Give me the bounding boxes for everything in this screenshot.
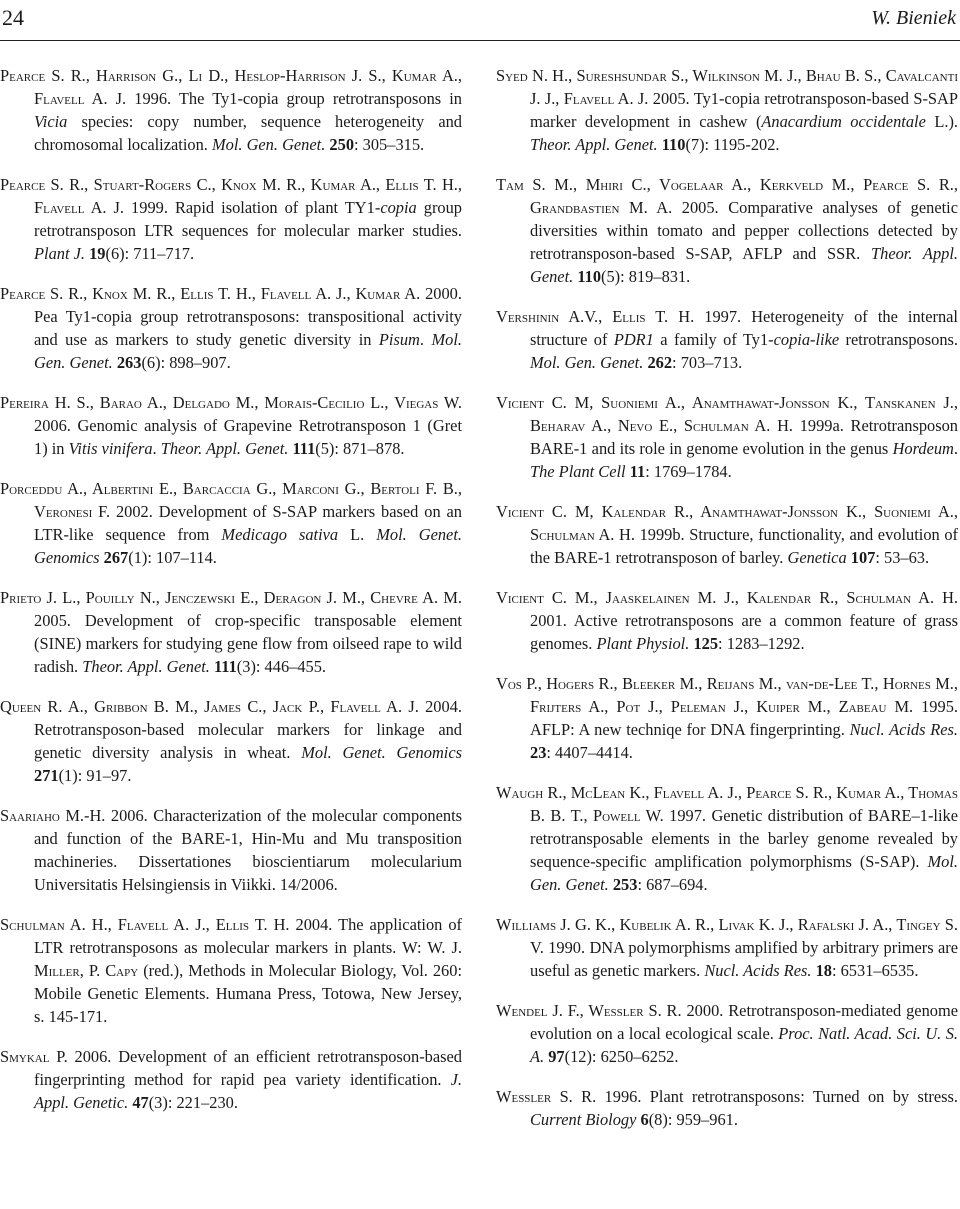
reference-italic-text: Mol. Gen. Genet. — [530, 852, 958, 894]
reference-text: (3): 221–230. — [148, 1093, 238, 1112]
reference-volume: 110 — [661, 135, 686, 154]
reference-italic-text: Plant J. — [34, 244, 85, 263]
reference-text: (1): 91–97. — [58, 766, 132, 785]
reference-text: . — [419, 330, 432, 349]
reference-text: (5): 819–831. — [601, 267, 691, 286]
reference-text: 1997. Genetic distribution of BARE–1-like retrotransposable elements in the barley genome revealed by sequence-specific amplification polymorphisms (S-SAP). — [530, 806, 958, 871]
reference-text: 1999a. Retrotransposon BARE-1 and its role in genome evolution in the genus — [530, 416, 958, 458]
reference-text: 2001. Active retrotransposons are a common feature of grass genomes. — [530, 611, 958, 653]
reference-authors: Wessler S. R. — [496, 1087, 597, 1106]
reference-italic-text: Pisum — [378, 330, 420, 349]
reference-entry — [0, 173, 462, 265]
reference-text: 2004. Retrotransposon-based molecular markers for linkage and genetic diversity analysis in wheat. — [34, 697, 462, 762]
reference-authors: Pearce S. R., Stuart-Rogers C., Knox M. R., Kumar A., Ellis T. H., Flavell A. J. — [0, 175, 462, 217]
reference-text: retrotransposons. — [839, 330, 958, 349]
reference-italic-text: copia — [380, 198, 417, 217]
reference-text: 1999b. Structure, functionality, and evolution of the BARE-1 retrotransposon of barley. — [530, 525, 958, 567]
reference-entry — [0, 586, 462, 678]
reference-text: 1995. AFLP: A new techniqe for DNA fingerprinting. — [530, 697, 958, 739]
reference-volume: 111 — [214, 657, 237, 676]
reference-entry — [496, 173, 958, 288]
reference-italic-text: Nucl. Acids Res. — [849, 720, 958, 739]
reference-volume: 110 — [577, 267, 602, 286]
reference-text: . — [152, 439, 161, 458]
reference-volume: 18 — [815, 961, 832, 980]
reference-authors: Vicient C. M., Jaaskelainen M. J., Kalendar R., Schulman A. H. — [496, 588, 958, 607]
reference-text: species: copy number, sequence heterogeneity and chromosomal localization. — [34, 112, 462, 154]
reference-text: (6): 898–907. — [141, 353, 231, 372]
reference-text: : 1769–1784. — [645, 462, 732, 481]
reference-text: (6): 711–717. — [105, 244, 195, 263]
reference-volume: 23 — [530, 743, 547, 762]
reference-italic-text: J. Appl. Genetic. — [34, 1070, 462, 1112]
reference-text: 2000. Pea Ty1-copia group retrotransposons: transpositional activity and use as markers to study genetic diversity in — [34, 284, 462, 349]
reference-text: 2000. Retrotransposon-mediated genome evolution on a local ecological scale. — [530, 1001, 958, 1043]
reference-authors: Williams J. G. K., Kubelik A. R., Livak K. J., Rafalski J. A., Tingey S. V. — [496, 915, 958, 957]
reference-italic-text: Vicia — [34, 112, 68, 131]
reference-text: : 6531–6535. — [831, 961, 919, 980]
reference-text: 2005. Development of crop-specific transposable element (SINE) markers for studying gene flow from oilseed rape to wild radish. — [34, 611, 462, 676]
reference-text: 2005. Comparative analyses of genetic diversities within tomato and pepper collections detected by retrotransposon-based S-SAP, AFLP and SSR. — [530, 198, 958, 263]
reference-text: 2006. Characterization of the molecular components and function of the BARE-1, Hin-Mu and Mu transposition machineries. Dissertationes bioscientiarum molecularium Universitatis Helsingiensis in Viikki. 14/2006. — [34, 806, 462, 894]
reference-italic-text: Plant Physiol. — [596, 634, 690, 653]
reference-volume: 11 — [629, 462, 646, 481]
reference-text: (3): 446–455. — [236, 657, 327, 676]
reference-authors: Miller, P. Capy — [34, 961, 139, 980]
reference-text: a family of Ty1- — [653, 330, 774, 349]
reference-volume: 253 — [612, 875, 638, 894]
reference-entry — [496, 586, 958, 655]
reference-authors: Pearce S. R., Knox M. R., Ellis T. H., Flavell A. J., Kumar A. — [0, 284, 421, 303]
reference-authors: Prieto J. L., Pouilly N., Jenczewski E., Deragon J. M., Chevre A. M. — [0, 588, 462, 607]
reference-authors: Porceddu A., Albertini E., Barcaccia G., Marconi G., Bertoli F. B., Veronesi F. — [0, 479, 462, 521]
reference-entry — [496, 999, 958, 1068]
reference-volume: 262 — [647, 353, 673, 372]
reference-authors: Wendel J. F., Wessler S. R. — [496, 1001, 682, 1020]
reference-text: 1997. Heterogeneity of the internal structure of — [530, 307, 958, 349]
reference-text: (12): 6250–6252. — [564, 1047, 679, 1066]
reference-text: : 4407–4414. — [546, 743, 633, 762]
page-header — [0, 0, 960, 41]
reference-volume: 267 — [103, 548, 129, 567]
reference-entry — [0, 282, 462, 374]
reference-authors: Vicient C. M, Suoniemi A., Anamthawat-Jonsson K., Tanskanen J., Beharav A., Nevo E., Schulman A. H. — [496, 393, 958, 435]
reference-italic-text: Proc. Natl. Acad. Sci. U. S. A. — [530, 1024, 958, 1066]
reference-text: (red.), Methods in Molecular Biology, Vol. 260: Mobile Genetic Elements. Humana Press, Totowa, New Jersey, s. 145-171. — [34, 961, 463, 1026]
reference-text: 2005. Ty1-copia retrotransposon-based S-SAP marker development in cashew ( — [530, 89, 958, 131]
reference-volume: 6 — [640, 1110, 649, 1129]
reference-entry — [496, 781, 958, 896]
reference-italic-text: Hordeum — [892, 439, 954, 458]
reference-italic-text: Theor. Appl. Genet. — [530, 244, 958, 286]
reference-text: L. — [338, 525, 377, 544]
reference-italic-text: Mol. Gen. Genet. — [211, 135, 326, 154]
reference-italic-text: The Plant Cell — [530, 462, 626, 481]
reference-volume: 263 — [116, 353, 142, 372]
reference-text: 1999. Rapid isolation of plant TY1- — [124, 198, 381, 217]
reference-italic-text: Mol. Genet. Genomics — [34, 525, 462, 567]
reference-italic-text: Medicago sativa — [221, 525, 339, 544]
left-column-references — [0, 64, 462, 1131]
reference-italic-text: Anacardium occidentale — [761, 112, 926, 131]
reference-authors: Vershinin A.V., Ellis T. H. — [496, 307, 695, 326]
reference-entry — [496, 913, 958, 982]
reference-entry — [496, 1085, 958, 1131]
reference-volume: 19 — [89, 244, 106, 263]
reference-text: 1996. The Ty1-copia group retrotransposons in — [126, 89, 462, 108]
reference-text: 1990. DNA polymorphisms amplified by arbitrary primers are useful as genetic markers. — [530, 938, 958, 980]
reference-italic-text: Mol. Genet. Genomics — [301, 743, 462, 762]
reference-entry — [496, 305, 958, 374]
reference-text: 1996. Plant retrotransposons: Turned on by stress. — [596, 1087, 958, 1106]
reference-volume: 271 — [34, 766, 59, 785]
reference-text: 2002. Development of S-SAP markers based on an LTR-like sequence from — [34, 502, 462, 544]
reference-entry — [0, 477, 462, 569]
reference-authors: Queen R. A., Gribbon B. M., James C., Jack P., Flavell A. J. — [0, 697, 419, 716]
reference-authors: Tam S. M., Mhiri C., Vogelaar A., Kerkveld M., Pearce S. R., Grandbastien M. A. — [496, 175, 958, 217]
reference-volume: 125 — [693, 634, 719, 653]
reference-text: (8): 959–961. — [648, 1110, 738, 1129]
reference-authors: Pearce S. R., Harrison G., Li D., Heslop-Harrison J. S., Kumar A., Flavell A. J. — [0, 66, 462, 108]
reference-authors: Smykal P. — [0, 1047, 68, 1066]
reference-entry — [496, 64, 958, 156]
reference-italic-text: Vitis vinifera — [68, 439, 153, 458]
reference-entry — [496, 391, 958, 483]
right-column-references — [496, 64, 958, 1148]
reference-text: (5): 871–878. — [315, 439, 405, 458]
reference-authors: Schulman A. H., Flavell A. J., Ellis T. H. — [0, 915, 290, 934]
reference-italic-text: Theor. Appl. Genet. — [82, 657, 210, 676]
reference-italic-text: Mol. Gen. Genet. — [34, 330, 462, 372]
reference-volume: 111 — [292, 439, 316, 458]
reference-volume: 47 — [132, 1093, 149, 1112]
reference-entry — [0, 804, 462, 896]
reference-entry — [0, 64, 462, 156]
reference-italic-text: copia-like — [773, 330, 840, 349]
reference-entry — [496, 672, 958, 764]
reference-text: (1): 107–114. — [128, 548, 217, 567]
reference-text: group retrotransposon LTR sequences for molecular marker studies. — [34, 198, 462, 240]
reference-text: 2004. The application of LTR retrotransposons as molecular markers in plants. W: W. J. — [34, 915, 462, 957]
reference-text: . — [953, 439, 958, 458]
reference-authors: Vicient C. M, Kalendar R., Anamthawat-Jonsson K., Suoniemi A., Schulman A. H. — [496, 502, 958, 544]
reference-volume: 97 — [548, 1047, 565, 1066]
reference-entry — [496, 500, 958, 569]
reference-authors: Vos P., Hogers R., Bleeker M., Reijans M., van-de-Lee T., Hornes M., Frijters A., Pot J., Peleman J., Kuiper M., Zabeau M. — [496, 674, 958, 716]
reference-text: (7): 1195-202. — [685, 135, 780, 154]
reference-italic-text: Nucl. Acids Res. — [704, 961, 812, 980]
reference-text: : 53–63. — [875, 548, 930, 567]
reference-entry — [0, 1045, 462, 1114]
running-head: W. Bieniek — [871, 7, 956, 29]
reference-italic-text: Theor. Appl. Genet. — [530, 135, 658, 154]
reference-italic-text: Genetica — [787, 548, 847, 567]
reference-text: : 1283–1292. — [718, 634, 805, 653]
reference-text: : 703–713. — [672, 353, 743, 372]
reference-entry — [0, 391, 462, 460]
reference-italic-text: Mol. Gen. Genet. — [530, 353, 644, 372]
reference-authors: Saariaho M.-H. — [0, 806, 106, 825]
reference-text: : 305–315. — [354, 135, 425, 154]
reference-text: L.). — [925, 112, 958, 131]
reference-entry — [0, 913, 462, 1028]
reference-italic-text: Theor. Appl. Genet. — [160, 439, 289, 458]
reference-italic-text: Current Biology — [530, 1110, 637, 1129]
reference-volume: 107 — [850, 548, 876, 567]
reference-authors: Waugh R., McLean K., Flavell A. J., Pearce S. R., Kumar A., Thomas B. B. T., Powell W. — [496, 783, 958, 825]
reference-authors: Pereira H. S., Barao A., Delgado M., Morais-Cecilio L., Viegas W. — [0, 393, 462, 412]
reference-volume: 250 — [329, 135, 355, 154]
page-number: 24 — [2, 5, 24, 30]
reference-text: : 687–694. — [637, 875, 708, 894]
reference-italic-text: PDR1 — [613, 330, 654, 349]
reference-authors: Syed N. H., Sureshsundar S., Wilkinson M. J., Bhau B. S., Cavalcanti J. J., Flavell A. J. — [496, 66, 958, 108]
reference-text: 2006. Genomic analysis of Grapevine Retrotransposon 1 (Gret 1) in — [34, 416, 462, 458]
reference-entry — [0, 695, 462, 787]
reference-text: 2006. Development of an efficient retrotransposon-based fingerprinting method for rapid pea variety identification. — [34, 1047, 462, 1089]
